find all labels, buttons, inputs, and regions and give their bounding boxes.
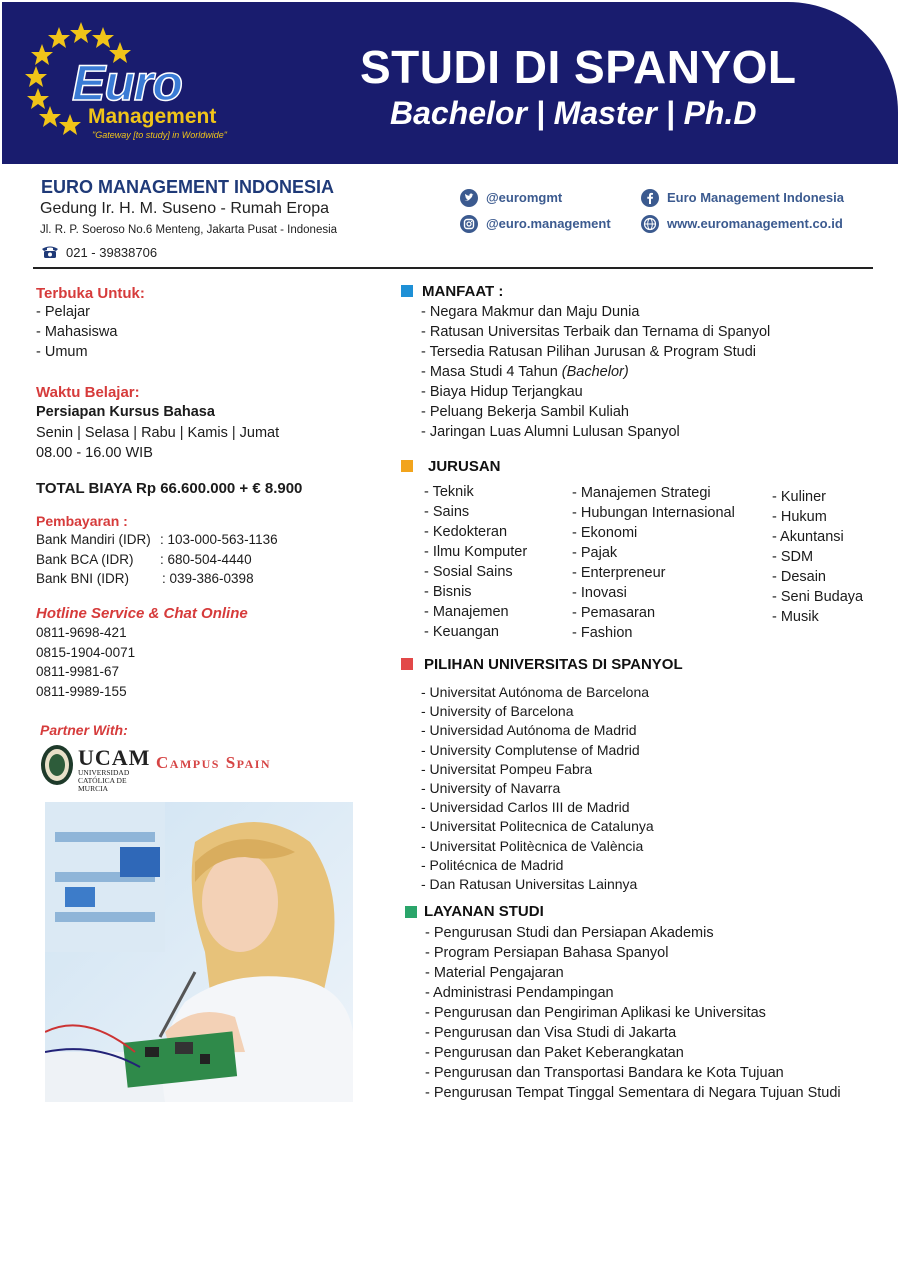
list-item: - Masa Studi 4 Tahun (Bachelor) xyxy=(421,364,629,380)
list-item: - Pelajar xyxy=(36,304,90,320)
list-item: - Program Persiapan Bahasa Spanyol xyxy=(425,945,669,961)
company-name: EURO MANAGEMENT INDONESIA xyxy=(41,177,335,197)
bank-row: Bank BNI (IDR) : 039-386-0398 xyxy=(36,571,254,586)
layanan-heading: LAYANAN STUDI xyxy=(424,903,544,920)
list-item: - Sosial Sains xyxy=(424,564,513,580)
list-item: - Manajemen Strategi xyxy=(572,485,711,501)
list-item: - Pengurusan dan Paket Keberangkatan xyxy=(425,1045,684,1061)
logo-tagline: "Gateway [to study] in Worldwide" xyxy=(92,130,227,140)
study-time-heading: Waktu Belajar: xyxy=(36,384,140,401)
jurusan-marker xyxy=(401,460,413,472)
manfaat-list xyxy=(421,302,770,442)
list-item: - Politécnica de Madrid xyxy=(421,856,564,873)
instagram-icon xyxy=(460,215,478,233)
hotline-number[interactable]: 0815-1904-0071 xyxy=(36,644,136,660)
list-item: - Ratusan Universitas Terbaik dan Ternama di Spanyol xyxy=(421,324,771,340)
bank-row: Bank Mandiri (IDR) : 103-000-563-1136 xyxy=(36,532,278,547)
phone-icon xyxy=(41,245,59,259)
list-item: - University of Navarra xyxy=(421,780,561,797)
list-item: - Sains xyxy=(424,504,470,520)
list-item: - Universidad Carlos III de Madrid xyxy=(421,799,630,816)
list-item: - Peluang Bekerja Sambil Kuliah xyxy=(421,404,629,420)
list-item: - Universidad Autónoma de Madrid xyxy=(421,722,637,739)
jurusan-col1 xyxy=(424,482,527,642)
list-item: - Mahasiswa xyxy=(36,324,118,340)
list-item: - Universitat Politècnica de València xyxy=(421,837,644,854)
list-item: - SDM xyxy=(772,549,814,565)
list-item: - Material Pengajaran xyxy=(425,965,564,981)
logo-management: Management xyxy=(88,105,217,128)
list-item: - Pengurusan Studi dan Persiapan Akademis xyxy=(425,925,714,941)
open-for-list xyxy=(36,302,117,362)
jurusan-col2 xyxy=(572,483,735,643)
divider xyxy=(33,267,873,269)
globe-icon xyxy=(641,215,659,233)
manfaat-heading: MANFAAT : xyxy=(422,283,504,300)
list-item: - Universitat Autónoma de Barcelona xyxy=(421,684,650,700)
course-name: Persiapan Kursus Bahasa xyxy=(36,404,215,420)
list-item: - Inovasi xyxy=(572,585,627,601)
list-item: - Universitat Pompeu Fabra xyxy=(421,760,593,777)
total-cost: TOTAL BIAYA Rp 66.600.000 + € 8.900 xyxy=(36,480,303,497)
hotline-number[interactable]: 0811-9989-155 xyxy=(36,683,127,699)
jurusan-heading: JURUSAN xyxy=(428,458,501,475)
company-address-line1: Gedung Ir. H. M. Suseno - Rumah Eropa xyxy=(40,200,330,217)
list-item: - Bisnis xyxy=(424,584,472,600)
list-item: - Manajemen xyxy=(424,604,509,620)
universitas-list xyxy=(421,683,654,894)
list-item: - Negara Makmur dan Maju Dunia xyxy=(421,304,640,320)
list-item: - Pengurusan dan Transportasi Bandara ke Kota Tujuan xyxy=(425,1065,784,1081)
list-item: - Seni Budaya xyxy=(772,589,864,605)
website-link[interactable]: www.euromanagement.co.id xyxy=(667,216,843,231)
logo-euro: Euro xyxy=(72,55,182,111)
ucam-logo-text: UCAM xyxy=(78,745,151,770)
list-item: - Hukum xyxy=(772,509,827,525)
universitas-heading: PILIHAN UNIVERSITAS DI SPANYOL xyxy=(424,656,683,673)
list-item: - Teknik xyxy=(424,484,474,500)
list-item: - Pajak xyxy=(572,545,618,561)
campus-spain-logo: Campus Spain xyxy=(156,753,272,772)
instagram-handle[interactable]: @euro.management xyxy=(486,216,611,231)
twitter-handle[interactable]: @euromgmt xyxy=(486,190,563,205)
list-item: - Administrasi Pendampingan xyxy=(425,985,614,1001)
list-item: - University of Barcelona xyxy=(421,703,574,720)
list-item: - Kuliner xyxy=(772,489,826,505)
layanan-list xyxy=(425,923,841,1103)
list-item: - Desain xyxy=(772,569,826,585)
study-days: Senin | Selasa | Rabu | Kamis | Jumat xyxy=(36,425,280,441)
study-hours: 08.00 - 16.00 WIB xyxy=(36,445,153,461)
open-for-heading: Terbuka Untuk: xyxy=(36,285,145,302)
bank-row: Bank BCA (IDR) : 680-504-4440 xyxy=(36,551,252,567)
page-subtitle: Bachelor | Master | Ph.D xyxy=(390,95,757,131)
student-lab-photo xyxy=(45,802,353,1102)
list-item: - Fashion xyxy=(572,625,633,641)
list-item: - Enterpreneur xyxy=(572,565,666,581)
list-item: - Kedokteran xyxy=(424,524,508,540)
payment-heading: Pembayaran : xyxy=(36,513,128,529)
list-item: - Hubungan Internasional xyxy=(572,505,735,521)
jurusan-col3 xyxy=(772,487,863,627)
page-title: STUDI DI SPANYOL xyxy=(360,41,797,93)
list-item: - Ilmu Komputer xyxy=(424,544,528,560)
list-item: - Pengurusan Tempat Tinggal Sementara di Negara Tujuan Studi xyxy=(425,1085,841,1101)
universitas-marker xyxy=(401,658,413,670)
ucam-logo-subtext: UNIVERSIDAD CATÓLICA DE MURCIA xyxy=(78,768,130,793)
ucam-seal-icon xyxy=(40,743,74,787)
list-item: - Jaringan Luas Alumni Lulusan Spanyol xyxy=(421,424,680,440)
facebook-page[interactable]: Euro Management Indonesia xyxy=(667,190,844,205)
list-item: - Keuangan xyxy=(424,624,499,640)
twitter-icon xyxy=(460,189,478,207)
hotline-heading: Hotline Service & Chat Online xyxy=(36,605,248,622)
list-item: - Akuntansi xyxy=(772,529,844,545)
list-item: - Biaya Hidup Terjangkau xyxy=(421,384,583,400)
hotline-list xyxy=(36,623,135,701)
list-item: - Musik xyxy=(772,609,819,625)
facebook-icon xyxy=(641,189,659,207)
list-item: - Universitat Politecnica de Catalunya xyxy=(421,818,654,835)
bank-list xyxy=(36,530,278,589)
company-address-line2: Jl. R. P. Soeroso No.6 Menteng, Jakarta Pusat - Indonesia xyxy=(40,224,338,236)
list-item: - Pengurusan dan Visa Studi di Jakarta xyxy=(425,1025,677,1041)
list-item: - University Complutense of Madrid xyxy=(421,741,640,758)
list-item: - Pengurusan dan Pengiriman Aplikasi ke Universitas xyxy=(425,1005,766,1021)
list-item: - Pemasaran xyxy=(572,605,656,621)
list-item: - Umum xyxy=(36,344,88,360)
list-item: - Tersedia Ratusan Pilihan Jurusan & Program Studi xyxy=(421,344,757,360)
layanan-marker xyxy=(405,906,417,918)
hotline-number[interactable]: 0811-9981-67 xyxy=(36,664,120,679)
list-item: - Ekonomi xyxy=(572,525,638,541)
partner-heading: Partner With: xyxy=(40,722,128,738)
list-item: - Dan Ratusan Universitas Lainnya xyxy=(421,876,638,893)
manfaat-marker xyxy=(401,285,413,297)
company-phone: 021 - 39838706 xyxy=(66,245,158,260)
hotline-number[interactable]: 0811-9698-421 xyxy=(36,625,127,640)
